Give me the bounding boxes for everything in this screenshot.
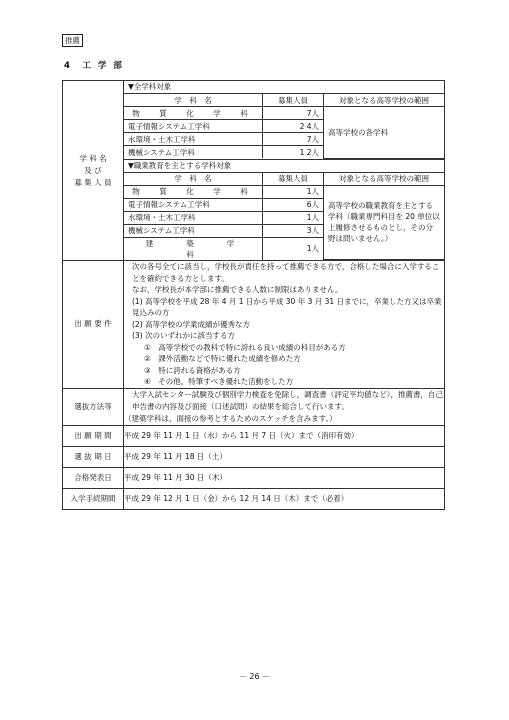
scope-text: 高等学校の各学科	[324, 107, 445, 159]
admission-table	[62, 80, 445, 510]
schedule-row	[63, 425, 445, 446]
header-dept: 学 科 名	[124, 173, 263, 186]
header-dept: 学 科 名	[124, 94, 263, 107]
requirements-line: (2) 高等学校の学業成績が優秀な方	[132, 319, 251, 329]
dept-name: 水環境・土木工学科	[124, 133, 263, 146]
recruit-label-line: 及 び	[84, 165, 102, 175]
schedule-value: 平成 29 年 11 月 1 日（水）から 11 月 7 日（火）まで（消印有効）	[124, 425, 445, 446]
requirements-line: ② 課外活動などで特に優れた成績を修めた方	[144, 354, 301, 363]
dept-name: 機械システム工学科	[124, 224, 263, 237]
recommendation-badge: 推薦	[62, 34, 83, 47]
scope-text: 高等学校の職業教育を主とする学科（職業専門科目を 20 単位以上履修させるものとし，その分野は問いません。）	[324, 185, 445, 260]
requirements-line: (3) 次のいずれかに該当する方	[132, 331, 236, 340]
schedule-row	[63, 488, 445, 509]
selection-row	[63, 388, 445, 425]
schedule-label: 入学手続期間	[63, 488, 124, 509]
dept-name: 水環境・土木工学科	[124, 211, 263, 224]
table-row	[124, 107, 444, 120]
table-row	[124, 185, 444, 198]
requirements-line: ④ その他，特筆すべき優れた活動をした方	[144, 377, 294, 386]
requirements-line: なお，学校長が本学部に推薦できる人数に制限はありません。	[132, 285, 343, 294]
dept-count: 7人	[263, 133, 324, 146]
schedule-label: 選 抜 期 日	[63, 446, 124, 467]
group-title: ▼全学科対象	[124, 81, 444, 94]
dept-count: 3人	[263, 224, 324, 237]
selection-line: （建築学科は，面接の参考とするためのスケッチを含みます。）	[124, 413, 337, 423]
header-row	[124, 173, 444, 186]
selection-line: 大学入試センター試験及び個別学力検査を免除し，調査書（評定平均値など），推薦書，自己申告書の内容及び面接（口述試問）の結果を総合して行います。	[132, 389, 443, 411]
dept-name: 機械システム工学科	[124, 146, 263, 159]
recruit-label	[63, 81, 124, 261]
header-count: 募集人員	[263, 94, 324, 107]
recruit-label-line: 募 集 人 員	[74, 177, 112, 187]
dept-count: 6人	[263, 198, 324, 211]
dept-count: 1人	[263, 185, 324, 198]
dept-count: 7人	[263, 107, 324, 120]
dept-name: 物 質 化 学 科	[124, 185, 263, 198]
recruit-label-line: 学 科 名	[79, 153, 107, 163]
requirements-line: ③ 特に誇れる資格がある方	[144, 365, 241, 375]
header-scope: 対象となる高等学校の範囲	[324, 94, 445, 107]
recruit-row	[63, 81, 445, 261]
header-row	[124, 94, 444, 107]
requirements-label: 出 願 要 件	[63, 261, 124, 389]
dept-name: 電子情報システム工学科	[124, 120, 263, 133]
schedule-value: 平成 29 年 11 月 30 日（木）	[124, 467, 445, 488]
dept-table	[124, 173, 444, 261]
schedule-label: 合格発表日	[63, 467, 124, 488]
selection-label: 選抜方法等	[63, 388, 124, 425]
schedule-value: 平成 29 年 12 月 1 日（金）から 12 月 14 日（木）まで（必着）	[124, 488, 445, 509]
section-title: 4 工 学 部	[64, 61, 124, 71]
requirements-content	[124, 261, 445, 389]
schedule-label: 出 願 期 間	[63, 425, 124, 446]
recruit-content	[124, 81, 445, 261]
dept-count: 1人	[263, 211, 324, 224]
dept-count: 1 2人	[263, 146, 324, 159]
schedule-value: 平成 29 年 11 月 18 日（土）	[124, 446, 445, 467]
header-count: 募集人員	[263, 173, 324, 186]
requirements-row	[63, 261, 445, 389]
selection-content	[124, 388, 445, 425]
dept-name: 電子情報システム工学科	[124, 198, 263, 211]
schedule-row	[63, 446, 445, 467]
requirements-line: 次の各号全てに該当し，学校長が責任を持って推薦できる方で，合格した場合に入学することを確約できる方とします。	[132, 262, 440, 283]
requirements-line: (1) 高等学校を平成 28 年 4 月 1 日から平成 30 年 3 月 31 日までに，卒業した方又は卒業見込みの方	[132, 296, 442, 317]
dept-count: 1人	[263, 237, 324, 260]
page-number: － 26 －	[238, 672, 271, 681]
header-scope: 対象となる高等学校の範囲	[324, 173, 445, 186]
group-title: ▼職業教育を主とする学科対象	[124, 159, 444, 173]
dept-count: 2 4人	[263, 120, 324, 133]
requirements-line: ① 高等学校での教科で特に誇れる良い成績の科目がある方	[144, 342, 346, 352]
schedule-row	[63, 467, 445, 488]
dept-table	[124, 94, 444, 159]
dept-name: 建 築 学 科	[124, 237, 263, 260]
dept-name: 物 質 化 学 科	[124, 107, 263, 120]
